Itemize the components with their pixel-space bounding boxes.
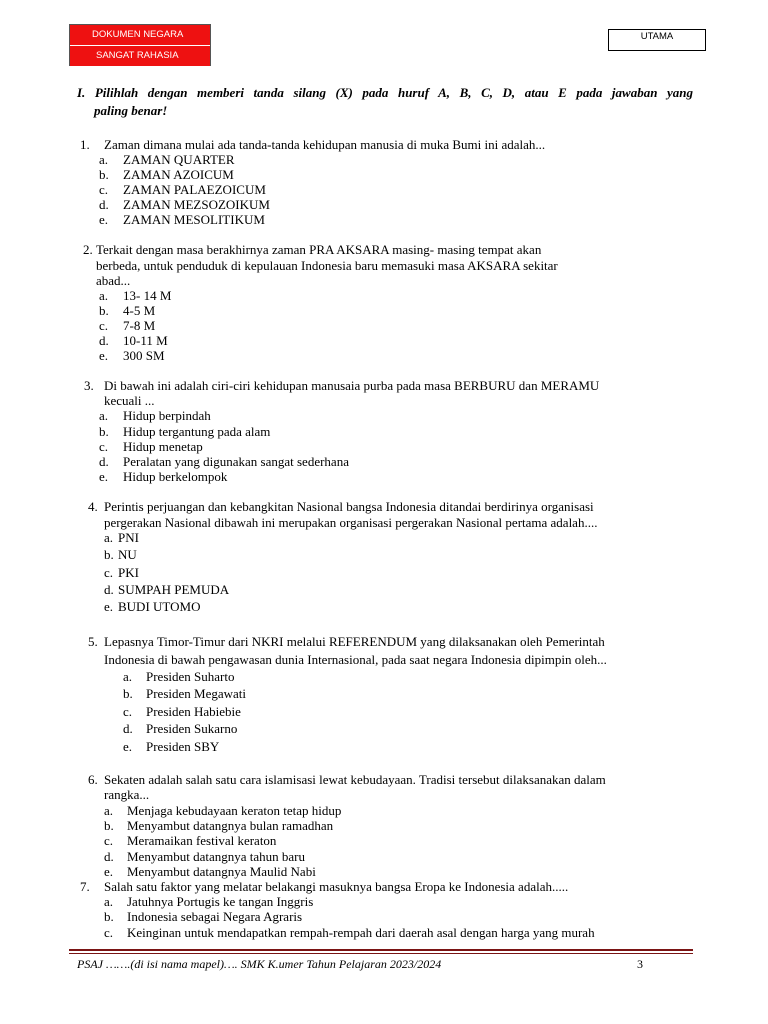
option-text: Hidup berpindah bbox=[123, 408, 211, 423]
option-text: 4-5 M bbox=[123, 303, 156, 318]
option-letter: a. bbox=[104, 894, 114, 909]
question-text: Indonesia di bawah pengawasan dunia Internasional, pada saat negara Indonesia dipimpin oleh... bbox=[104, 652, 607, 667]
option-text: ZAMAN QUARTER bbox=[123, 152, 235, 167]
option-text: BUDI UTOMO bbox=[118, 599, 201, 614]
option-letter: c. bbox=[104, 925, 114, 940]
option-letter: c. bbox=[104, 565, 114, 580]
option-text: 10-11 M bbox=[123, 333, 168, 348]
question-text: pergerakan Nasional dibawah ini merupakan organisasi pergerakan Nasional pertama adalah.... bbox=[104, 515, 598, 530]
option-text: Menyambut datangnya bulan ramadhan bbox=[127, 818, 334, 833]
question-number: 3. bbox=[84, 378, 94, 393]
page-number: 3 bbox=[637, 957, 643, 971]
option-letter: d. bbox=[99, 333, 109, 348]
option-text: Presiden SBY bbox=[146, 739, 220, 754]
option-letter: c. bbox=[99, 439, 109, 454]
option-text: Peralatan yang digunakan sangat sederhana bbox=[123, 454, 349, 469]
option-text: Presiden Suharto bbox=[146, 669, 235, 684]
option-letter: b. bbox=[104, 818, 114, 833]
option-letter: e. bbox=[104, 599, 114, 614]
option-letter: e. bbox=[104, 864, 114, 879]
question-number: 7. bbox=[80, 879, 90, 894]
question-text: Zaman dimana mulai ada tanda-tanda kehidupan manusia di muka Bumi ini adalah... bbox=[104, 137, 546, 152]
footer-text: PSAJ …….(di isi nama mapel)…. SMK K.umer Tahun Pelajaran 2023/2024 bbox=[77, 957, 442, 971]
question-text: rangka... bbox=[104, 787, 150, 802]
option-text: Jatuhnya Portugis ke tangan Inggris bbox=[127, 894, 314, 909]
utama-badge: UTAMA bbox=[608, 29, 706, 51]
option-text: 13- 14 M bbox=[123, 288, 172, 303]
option-letter: b. bbox=[99, 424, 109, 439]
question-text: Di bawah ini adalah ciri-ciri kehidupan manusaia purba pada masa BERBURU dan MERAMU bbox=[104, 378, 600, 393]
option-letter: a. bbox=[104, 803, 114, 818]
footer-divider-thin bbox=[69, 953, 693, 954]
question-text: kecuali ... bbox=[104, 393, 155, 408]
question-text: Lepasnya Timor-Timur dari NKRI melalui REFERENDUM yang dilaksanakan oleh Pemerintah bbox=[104, 634, 605, 649]
option-letter: d. bbox=[104, 582, 114, 597]
secrecy-label: SANGAT RAHASIA bbox=[70, 45, 210, 66]
option-text: Hidup berkelompok bbox=[123, 469, 228, 484]
question-number: 6. bbox=[88, 772, 98, 787]
option-letter: b. bbox=[99, 167, 109, 182]
option-letter: a. bbox=[104, 530, 114, 545]
option-letter: a. bbox=[99, 288, 109, 303]
option-letter: c. bbox=[104, 833, 114, 848]
question-number: 5. bbox=[88, 634, 98, 649]
option-letter: c. bbox=[99, 318, 109, 333]
option-letter: d. bbox=[99, 454, 109, 469]
option-letter: b. bbox=[104, 547, 114, 562]
option-letter: a. bbox=[99, 408, 109, 423]
option-text: Keinginan untuk mendapatkan rempah-rempah dari daerah asal dengan harga yang murah bbox=[127, 925, 595, 940]
option-text: Indonesia sebagai Negara Agraris bbox=[127, 909, 303, 924]
question-number: 4. bbox=[88, 499, 98, 514]
option-letter: c. bbox=[123, 704, 133, 719]
instruction-line-2: paling benar! bbox=[94, 103, 168, 118]
option-letter: b. bbox=[99, 303, 109, 318]
option-letter: c. bbox=[99, 182, 109, 197]
option-text: Hidup tergantung pada alam bbox=[123, 424, 271, 439]
option-letter: b. bbox=[104, 909, 114, 924]
option-text: Hidup menetap bbox=[123, 439, 203, 454]
option-text: Meramaikan festival keraton bbox=[127, 833, 277, 848]
option-letter: d. bbox=[123, 721, 133, 736]
option-text: Presiden Sukarno bbox=[146, 721, 238, 736]
question-text: Terkait dengan masa berakhirnya zaman PRA AKSARA masing- masing tempat akan bbox=[96, 242, 542, 257]
question-text: abad... bbox=[96, 273, 131, 288]
option-letter: a. bbox=[123, 669, 133, 684]
option-letter: e. bbox=[99, 469, 109, 484]
option-text: ZAMAN PALAEZOICUM bbox=[123, 182, 266, 197]
option-text: PKI bbox=[118, 565, 139, 580]
option-text: SUMPAH PEMUDA bbox=[118, 582, 230, 597]
option-letter: e. bbox=[99, 348, 109, 363]
question-text: Perintis perjuangan dan kebangkitan Nasional bangsa Indonesia ditandai berdirinya organisasi bbox=[104, 499, 594, 514]
option-text: ZAMAN AZOICUM bbox=[123, 167, 234, 182]
footer-divider bbox=[69, 949, 693, 951]
option-text: Menjaga kebudayaan keraton tetap hidup bbox=[127, 803, 342, 818]
option-text: Presiden Habiebie bbox=[146, 704, 241, 719]
option-text: ZAMAN MESOLITIKUM bbox=[123, 212, 265, 227]
option-letter: b. bbox=[123, 686, 133, 701]
option-text: 300 SM bbox=[123, 348, 165, 363]
option-text: Presiden Megawati bbox=[146, 686, 247, 701]
option-text: 7-8 M bbox=[123, 318, 156, 333]
option-text: PNI bbox=[118, 530, 139, 545]
option-letter: e. bbox=[123, 739, 133, 754]
option-letter: d. bbox=[99, 197, 109, 212]
question-number: 1. bbox=[80, 137, 90, 152]
option-letter: a. bbox=[99, 152, 109, 167]
question-number: 2. bbox=[83, 242, 93, 257]
option-text: ZAMAN MEZSOZOIKUM bbox=[123, 197, 270, 212]
question-text: Salah satu faktor yang melatar belakangi masuknya bangsa Eropa ke Indonesia adalah..... bbox=[104, 879, 569, 894]
option-letter: d. bbox=[104, 849, 114, 864]
document-class-label: DOKUMEN NEGARA bbox=[70, 25, 210, 45]
question-text: berbeda, untuk penduduk di kepulauan Indonesia baru memasuki masa AKSARA sekitar bbox=[96, 258, 558, 273]
option-text: Menyambut datangnya tahun baru bbox=[127, 849, 305, 864]
option-text: Menyambut datangnya Maulid Nabi bbox=[127, 864, 316, 879]
option-letter: e. bbox=[99, 212, 109, 227]
instruction-line-1: I. Pilihlah dengan memberi tanda silang (X) pada huruf A, B, C, D, atau E pada jawaban yang bbox=[77, 85, 693, 100]
option-text: NU bbox=[118, 547, 137, 562]
question-text: Sekaten adalah salah satu cara islamisasi lewat kebudayaan. Tradisi tersebut dilaksanakan dalam bbox=[104, 772, 606, 787]
classification-badge bbox=[69, 24, 211, 66]
